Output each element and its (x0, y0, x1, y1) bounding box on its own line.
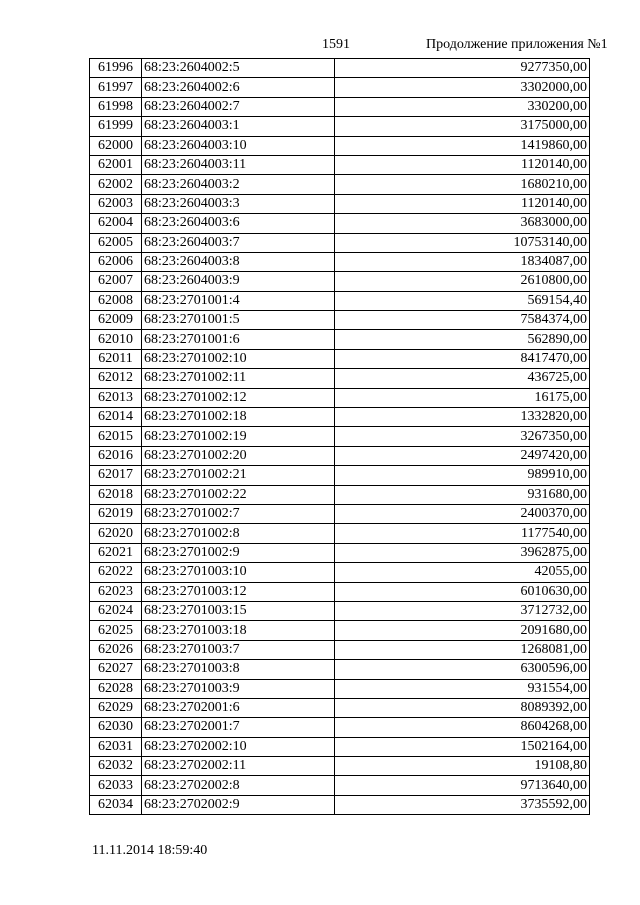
cadastral-number-cell: 68:23:2701003:15 (142, 601, 335, 620)
table-row (90, 136, 590, 155)
table-row (90, 795, 590, 814)
row-number-cell: 62017 (90, 466, 142, 485)
cadastral-number-cell: 68:23:2604003:3 (142, 194, 335, 213)
cadastral-value-cell: 2497420,00 (335, 446, 590, 465)
cadastral-value-cell: 8417470,00 (335, 349, 590, 368)
cadastral-value-cell: 2610800,00 (335, 272, 590, 291)
row-number-cell: 62016 (90, 446, 142, 465)
table-row (90, 291, 590, 310)
cadastral-value-cell: 2400370,00 (335, 504, 590, 523)
cadastral-number-cell: 68:23:2701001:5 (142, 311, 335, 330)
cadastral-number-cell: 68:23:2701002:19 (142, 427, 335, 446)
cadastral-number-cell: 68:23:2701002:20 (142, 446, 335, 465)
row-number-cell: 62013 (90, 388, 142, 407)
row-number-cell: 61999 (90, 117, 142, 136)
cadastral-value-cell: 6010630,00 (335, 582, 590, 601)
cadastral-value-cell: 3962875,00 (335, 543, 590, 562)
cadastral-number-cell: 68:23:2702002:8 (142, 776, 335, 795)
table-row (90, 175, 590, 194)
cadastral-number-cell: 68:23:2604002:5 (142, 59, 335, 78)
cadastral-number-cell: 68:23:2701002:9 (142, 543, 335, 562)
row-number-cell: 62011 (90, 349, 142, 368)
cadastral-value-cell: 8089392,00 (335, 698, 590, 717)
table-row (90, 194, 590, 213)
row-number-cell: 62023 (90, 582, 142, 601)
row-number-cell: 62033 (90, 776, 142, 795)
row-number-cell: 62026 (90, 640, 142, 659)
table-row (90, 601, 590, 620)
cadastral-number-cell: 68:23:2604002:7 (142, 97, 335, 116)
cadastral-number-cell: 68:23:2702002:10 (142, 737, 335, 756)
table-row (90, 582, 590, 601)
row-number-cell: 62008 (90, 291, 142, 310)
cadastral-number-cell: 68:23:2604003:6 (142, 214, 335, 233)
table-row (90, 388, 590, 407)
cadastral-value-cell: 6300596,00 (335, 660, 590, 679)
row-number-cell: 62028 (90, 679, 142, 698)
cadastral-number-cell: 68:23:2604003:11 (142, 155, 335, 174)
table-row (90, 330, 590, 349)
cadastral-value-cell: 1268081,00 (335, 640, 590, 659)
cadastral-value-cell: 1502164,00 (335, 737, 590, 756)
row-number-cell: 62030 (90, 718, 142, 737)
cadastral-number-cell: 68:23:2702001:6 (142, 698, 335, 717)
table-row (90, 757, 590, 776)
cadastral-value-cell: 3302000,00 (335, 78, 590, 97)
row-number-cell: 62025 (90, 621, 142, 640)
row-number-cell: 62010 (90, 330, 142, 349)
table-row (90, 233, 590, 252)
table-row (90, 524, 590, 543)
cadastral-number-cell: 68:23:2701003:8 (142, 660, 335, 679)
cadastral-value-cell: 436725,00 (335, 369, 590, 388)
table-row (90, 349, 590, 368)
cadastral-value-cell: 3712732,00 (335, 601, 590, 620)
cadastral-number-cell: 68:23:2701003:18 (142, 621, 335, 640)
row-number-cell: 62019 (90, 504, 142, 523)
row-number-cell: 62003 (90, 194, 142, 213)
cadastral-number-cell: 68:23:2701002:8 (142, 524, 335, 543)
cadastral-number-cell: 68:23:2702002:11 (142, 757, 335, 776)
table-row (90, 640, 590, 659)
row-number-cell: 61996 (90, 59, 142, 78)
cadastral-number-cell: 68:23:2701003:12 (142, 582, 335, 601)
cadastral-number-cell: 68:23:2604003:1 (142, 117, 335, 136)
row-number-cell: 62027 (90, 660, 142, 679)
cadastral-value-cell: 569154,40 (335, 291, 590, 310)
cadastral-number-cell: 68:23:2701003:9 (142, 679, 335, 698)
cadastral-value-cell: 2091680,00 (335, 621, 590, 640)
table-row (90, 698, 590, 717)
cadastral-value-cell: 1120140,00 (335, 155, 590, 174)
cadastral-value-cell: 1680210,00 (335, 175, 590, 194)
cadastral-number-cell: 68:23:2701002:10 (142, 349, 335, 368)
table-row (90, 504, 590, 523)
row-number-cell: 62009 (90, 311, 142, 330)
row-number-cell: 61997 (90, 78, 142, 97)
cadastral-value-cell: 7584374,00 (335, 311, 590, 330)
row-number-cell: 62006 (90, 252, 142, 271)
cadastral-number-cell: 68:23:2701003:7 (142, 640, 335, 659)
table-row (90, 97, 590, 116)
cadastral-value-cell: 3735592,00 (335, 795, 590, 814)
table-row (90, 563, 590, 582)
cadastral-number-cell: 68:23:2701002:18 (142, 408, 335, 427)
row-number-cell: 62021 (90, 543, 142, 562)
cadastral-number-cell: 68:23:2701003:10 (142, 563, 335, 582)
table-row (90, 408, 590, 427)
table-row (90, 737, 590, 756)
row-number-cell: 62024 (90, 601, 142, 620)
table-row (90, 466, 590, 485)
table-row (90, 485, 590, 504)
table-row (90, 59, 590, 78)
cadastral-value-cell: 9277350,00 (335, 59, 590, 78)
cadastral-number-cell: 68:23:2701002:22 (142, 485, 335, 504)
cadastral-value-cell: 989910,00 (335, 466, 590, 485)
row-number-cell: 62014 (90, 408, 142, 427)
row-number-cell: 62020 (90, 524, 142, 543)
row-number-cell: 62002 (90, 175, 142, 194)
row-number-cell: 62004 (90, 214, 142, 233)
cadastral-value-cell: 1834087,00 (335, 252, 590, 271)
table-row (90, 427, 590, 446)
table-row (90, 272, 590, 291)
cadastral-value-cell: 42055,00 (335, 563, 590, 582)
row-number-cell: 62012 (90, 369, 142, 388)
cadastral-number-cell: 68:23:2604003:9 (142, 272, 335, 291)
row-number-cell: 62000 (90, 136, 142, 155)
table-row (90, 679, 590, 698)
row-number-cell: 62022 (90, 563, 142, 582)
table-row (90, 660, 590, 679)
table-row (90, 543, 590, 562)
row-number-cell: 62034 (90, 795, 142, 814)
page-number: 1591 (322, 37, 350, 52)
cadastral-value-table (89, 58, 590, 815)
cadastral-value-cell: 931554,00 (335, 679, 590, 698)
cadastral-value-cell: 1419860,00 (335, 136, 590, 155)
cadastral-value-cell: 562890,00 (335, 330, 590, 349)
table-row (90, 311, 590, 330)
table-body (90, 59, 590, 815)
cadastral-number-cell: 68:23:2701001:6 (142, 330, 335, 349)
cadastral-value-cell: 9713640,00 (335, 776, 590, 795)
cadastral-number-cell: 68:23:2604003:7 (142, 233, 335, 252)
cadastral-number-cell: 68:23:2701002:21 (142, 466, 335, 485)
cadastral-number-cell: 68:23:2702001:7 (142, 718, 335, 737)
table-row (90, 718, 590, 737)
row-number-cell: 62029 (90, 698, 142, 717)
row-number-cell: 62018 (90, 485, 142, 504)
cadastral-value-cell: 1332820,00 (335, 408, 590, 427)
cadastral-value-cell: 16175,00 (335, 388, 590, 407)
cadastral-value-cell: 19108,80 (335, 757, 590, 776)
cadastral-value-cell: 330200,00 (335, 97, 590, 116)
cadastral-value-cell: 1177540,00 (335, 524, 590, 543)
cadastral-value-cell: 10753140,00 (335, 233, 590, 252)
cadastral-number-cell: 68:23:2604002:6 (142, 78, 335, 97)
table-row (90, 252, 590, 271)
cadastral-number-cell: 68:23:2701002:7 (142, 504, 335, 523)
cadastral-value-cell: 3175000,00 (335, 117, 590, 136)
row-number-cell: 61998 (90, 97, 142, 116)
row-number-cell: 62005 (90, 233, 142, 252)
table-row (90, 155, 590, 174)
cadastral-value-cell: 1120140,00 (335, 194, 590, 213)
row-number-cell: 62001 (90, 155, 142, 174)
table-row (90, 776, 590, 795)
cadastral-number-cell: 68:23:2701002:11 (142, 369, 335, 388)
cadastral-number-cell: 68:23:2604003:8 (142, 252, 335, 271)
row-number-cell: 62031 (90, 737, 142, 756)
table-row (90, 214, 590, 233)
cadastral-value-cell: 3267350,00 (335, 427, 590, 446)
table-row (90, 369, 590, 388)
cadastral-value-cell: 8604268,00 (335, 718, 590, 737)
footer-timestamp: 11.11.2014 18:59:40 (92, 843, 208, 858)
row-number-cell: 62007 (90, 272, 142, 291)
continuation-caption: Продолжение приложения №1 (426, 37, 608, 52)
row-number-cell: 62032 (90, 757, 142, 776)
cadastral-value-cell: 931680,00 (335, 485, 590, 504)
cadastral-number-cell: 68:23:2604003:2 (142, 175, 335, 194)
cadastral-number-cell: 68:23:2701002:12 (142, 388, 335, 407)
table-row (90, 117, 590, 136)
cadastral-number-cell: 68:23:2701001:4 (142, 291, 335, 310)
cadastral-value-cell: 3683000,00 (335, 214, 590, 233)
row-number-cell: 62015 (90, 427, 142, 446)
table-row (90, 621, 590, 640)
cadastral-number-cell: 68:23:2702002:9 (142, 795, 335, 814)
table-row (90, 78, 590, 97)
table-row (90, 446, 590, 465)
cadastral-number-cell: 68:23:2604003:10 (142, 136, 335, 155)
